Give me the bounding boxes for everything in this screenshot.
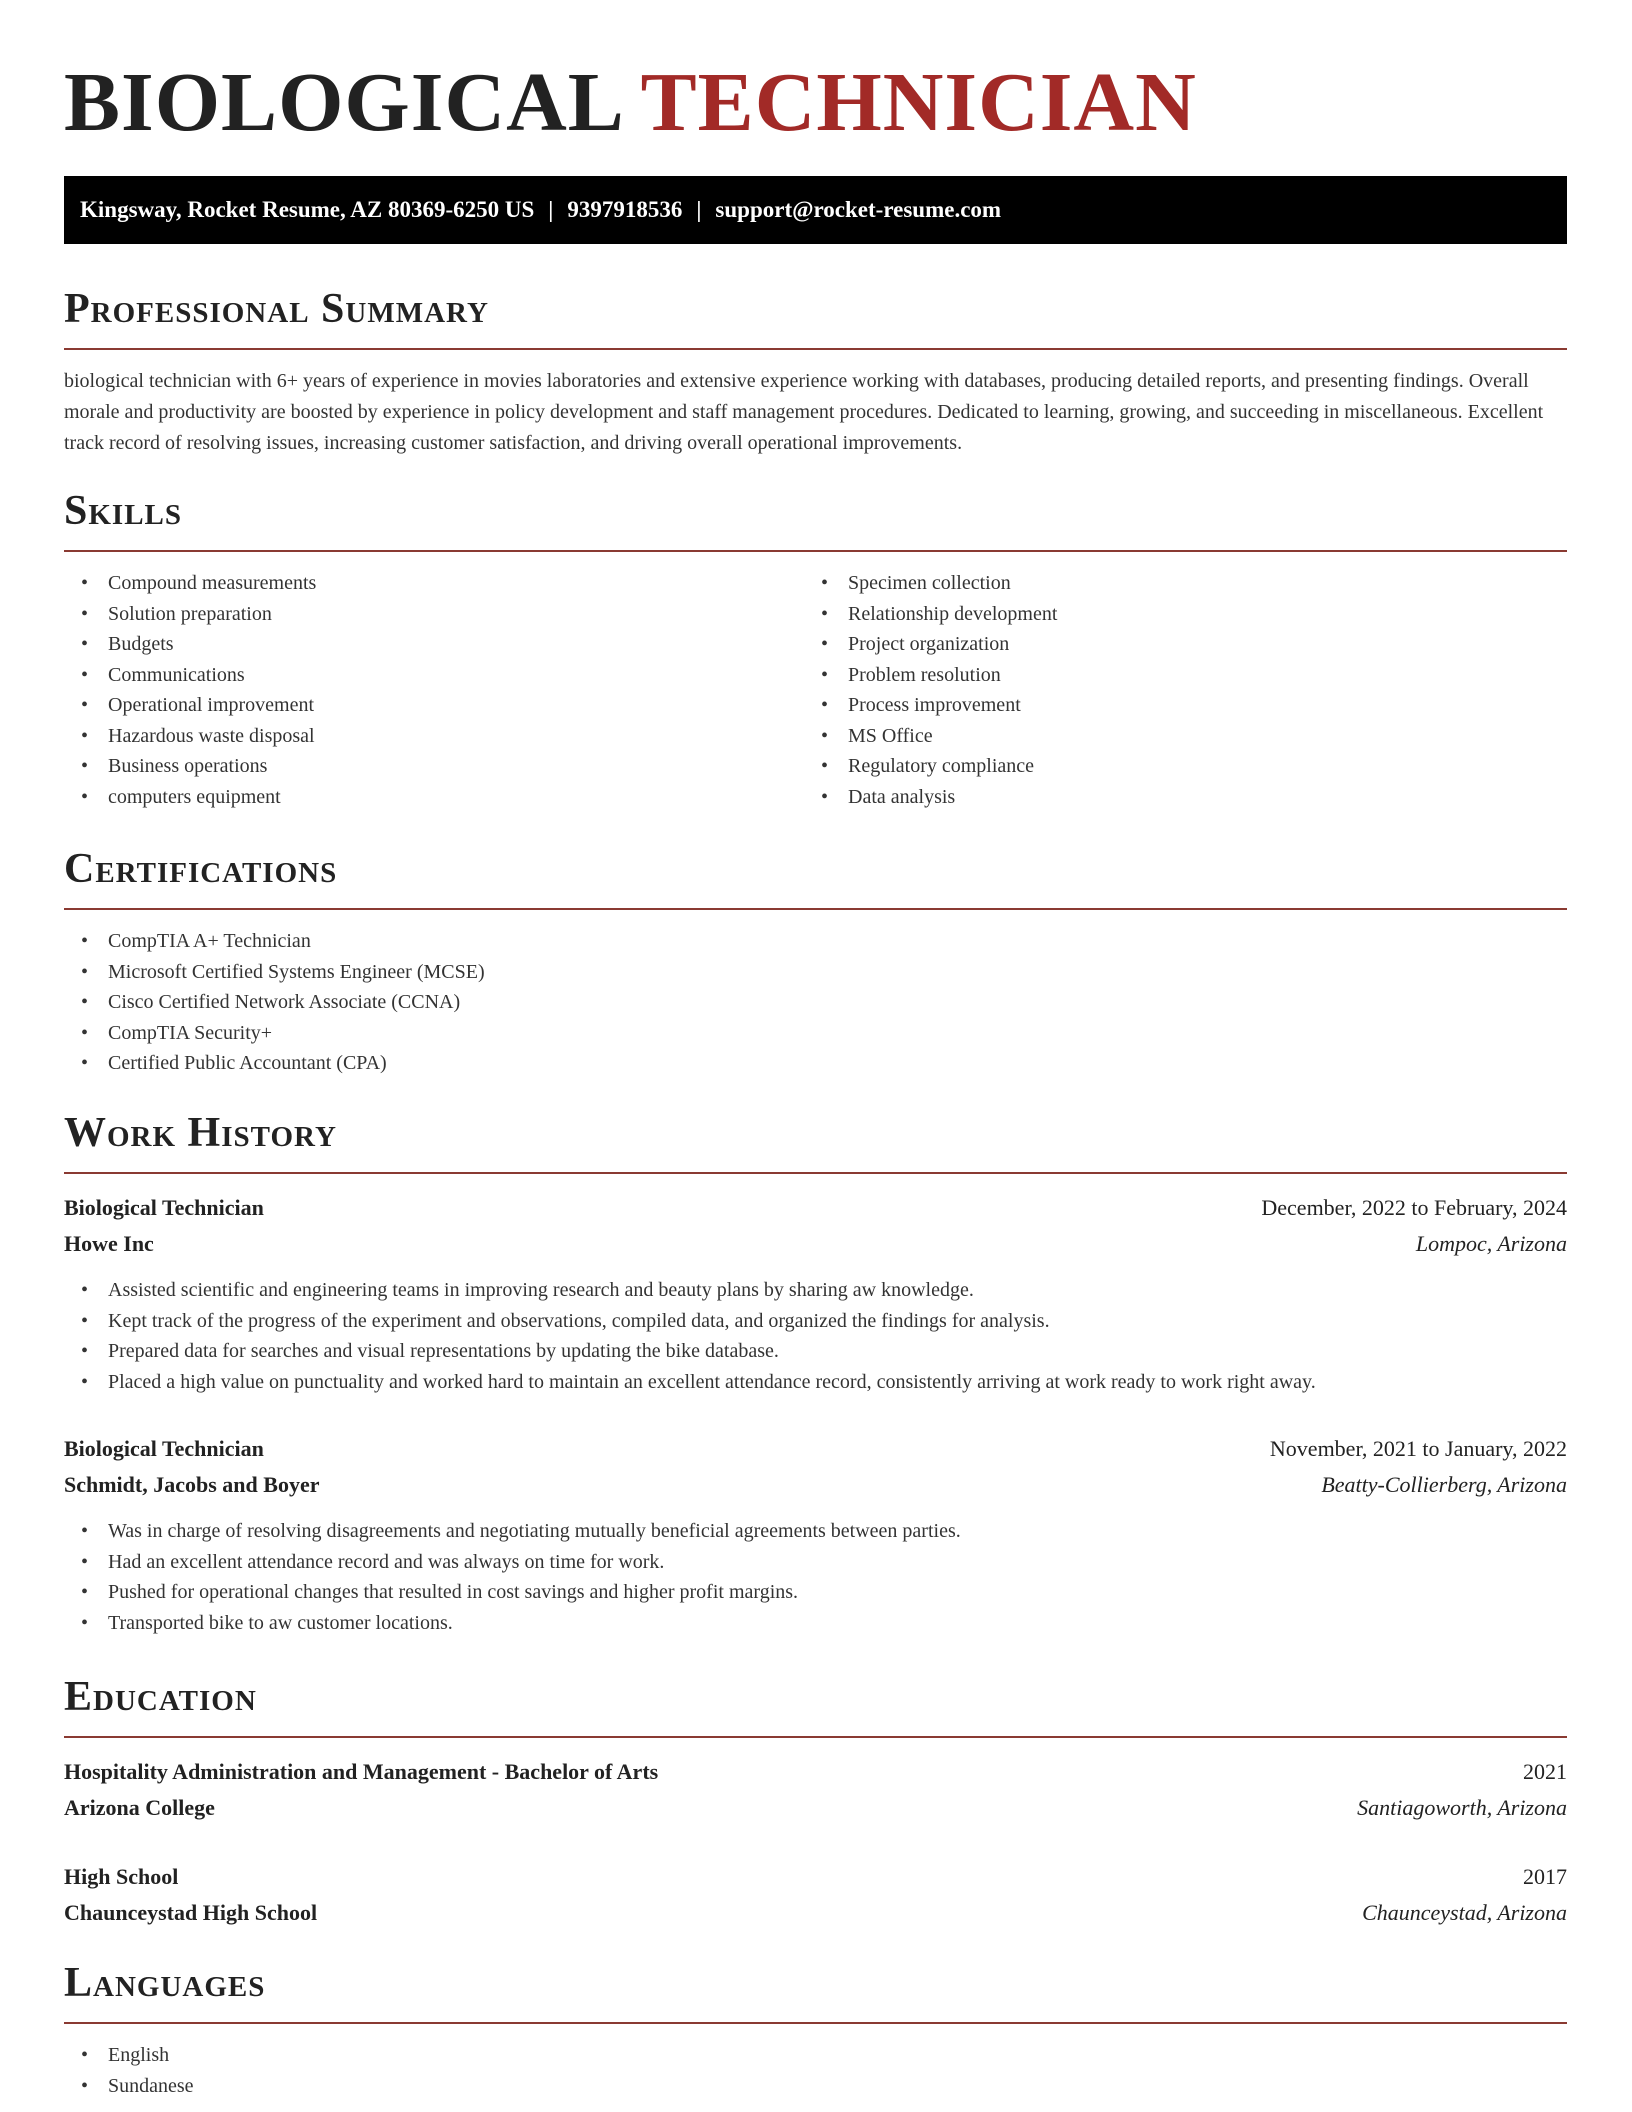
certifications-list [64,926,1567,1079]
certifications-section [64,844,1567,1079]
skill-item: • Operational improvement [81,694,315,716]
job-duty: • Transported bike to aw customer locations. [81,1611,453,1634]
language-item: • English [81,2044,170,2066]
job-company: Howe Inc [64,1231,154,1256]
job-duty: • Was in charge of resolving disagreements and negotiating mutually beneficial agreements between parties. [81,1520,961,1542]
education-school: Arizona College [64,1795,215,1820]
job-duties-list [64,1516,1567,1638]
skill-item: • Budgets [81,633,174,655]
contact-email: support@rocket-resume.com [715,197,1002,222]
summary-section [64,284,1567,459]
job-duty: • Prepared data for searches and visual representations by updating the bike database. [81,1340,779,1362]
skill-item: • Project organization [821,633,1010,655]
education-degree: High School [64,1864,179,1889]
job-entry [64,1431,1567,1638]
language-item: • Sundanese [81,2074,194,2097]
job-company: Schmidt, Jacobs and Boyer [64,1472,320,1497]
education-school: Chaunceystad High School [64,1900,318,1925]
certification-item: • Cisco Certified Network Associate (CCNA) [81,991,461,1013]
skills-grid [64,568,1567,812]
summary-text: biological technician with 6+ years of experience in movies laboratories and extensive experience working with databases, producing detailed reports, and presenting findings. Overall morale and productivity are boosted by experience in policy development and staff management procedures. Dedicated to learning, growing, and succeeding in miscellaneous. Excellent track record of resolving issues, increasing customer satisfaction, and driving overall operational improvements. [64,370,1544,454]
education-entry [64,1754,1567,1826]
resume-name [64,58,1197,148]
job-duties-list [64,1275,1567,1397]
job-duty: • Assisted scientific and engineering teams in improving research and beauty plans by sharing aw knowledge. [81,1279,974,1301]
job-location: Lompoc, Arizona [1415,1231,1567,1256]
section-title-education: Education [64,1672,1567,1738]
skill-item: • Solution preparation [81,602,272,625]
job-duty: • Placed a high value on punctuality and worked hard to maintain an excellent attendance record, consistently arriving at work ready to work right away. [81,1370,1316,1393]
name-first: BIOLOGICAL [64,56,621,149]
languages-list [64,2040,1567,2101]
certification-item: • CompTIA A+ Technician [81,930,311,952]
contact-separator: | [548,197,554,222]
section-title-skills: Skills [64,486,1567,552]
job-dates: December, 2022 to February, 2024 [1261,1195,1567,1220]
education-entry [64,1859,1567,1931]
section-title-work-history: Work History [64,1108,1567,1174]
job-entry [64,1190,1567,1397]
skill-item: • Communications [81,663,245,686]
education-location: Chaunceystad, Arizona [1362,1900,1567,1925]
skill-item: • Data analysis [821,785,956,808]
skill-item: • Process improvement [821,694,1021,716]
skills-column-left [64,568,804,812]
contact-phone: 9397918536 [567,197,683,222]
skills-section [64,486,1567,812]
education-section [64,1672,1567,1931]
contact-bar [64,176,1567,244]
job-duty: • Pushed for operational changes that resulted in cost savings and higher profit margins. [81,1581,799,1603]
job-dates: November, 2021 to January, 2022 [1269,1436,1567,1461]
skills-list-right [804,568,1544,812]
skill-item: • Business operations [81,755,268,777]
skills-column-right [804,568,1544,812]
certification-item: • CompTIA Security+ [81,1021,273,1044]
education-degree: Hospitality Administration and Management - Bachelor of Arts [64,1759,659,1784]
section-title-certifications: Certifications [64,844,1567,910]
skill-item: • computers equipment [81,785,281,808]
languages-section [64,1958,1567,2101]
skill-item: • Specimen collection [821,572,1011,594]
skill-item: • Problem resolution [821,663,1001,686]
skill-item: • MS Office [821,724,933,747]
education-year: 2021 [1523,1759,1567,1784]
skill-item: • Hazardous waste disposal [81,724,315,747]
contact-address: Kingsway, Rocket Resume, AZ 80369-6250 US [80,197,535,222]
job-role: Biological Technician [64,1436,264,1461]
education-location: Santiagoworth, Arizona [1357,1795,1567,1820]
skill-item: • Regulatory compliance [821,755,1035,777]
job-duty: • Kept track of the progress of the experiment and observations, compiled data, and organized the findings for analysis. [81,1309,1050,1332]
work-history-section [64,1108,1567,1638]
contact-separator: | [696,197,702,222]
section-title-summary: Professional Summary [64,284,1567,350]
job-duty: • Had an excellent attendance record and was always on time for work. [81,1550,665,1573]
job-location: Beatty-Collierberg, Arizona [1321,1472,1567,1497]
skills-list-left [64,568,804,812]
name-last: TECHNICIAN [640,56,1197,149]
skill-item: • Relationship development [821,602,1058,625]
job-role: Biological Technician [64,1195,264,1220]
education-year: 2017 [1523,1864,1567,1889]
certification-item: • Certified Public Accountant (CPA) [81,1052,387,1074]
certification-item: • Microsoft Certified Systems Engineer (MCSE) [81,960,485,983]
section-title-languages: Languages [64,1958,1567,2024]
skill-item: • Compound measurements [81,572,317,594]
